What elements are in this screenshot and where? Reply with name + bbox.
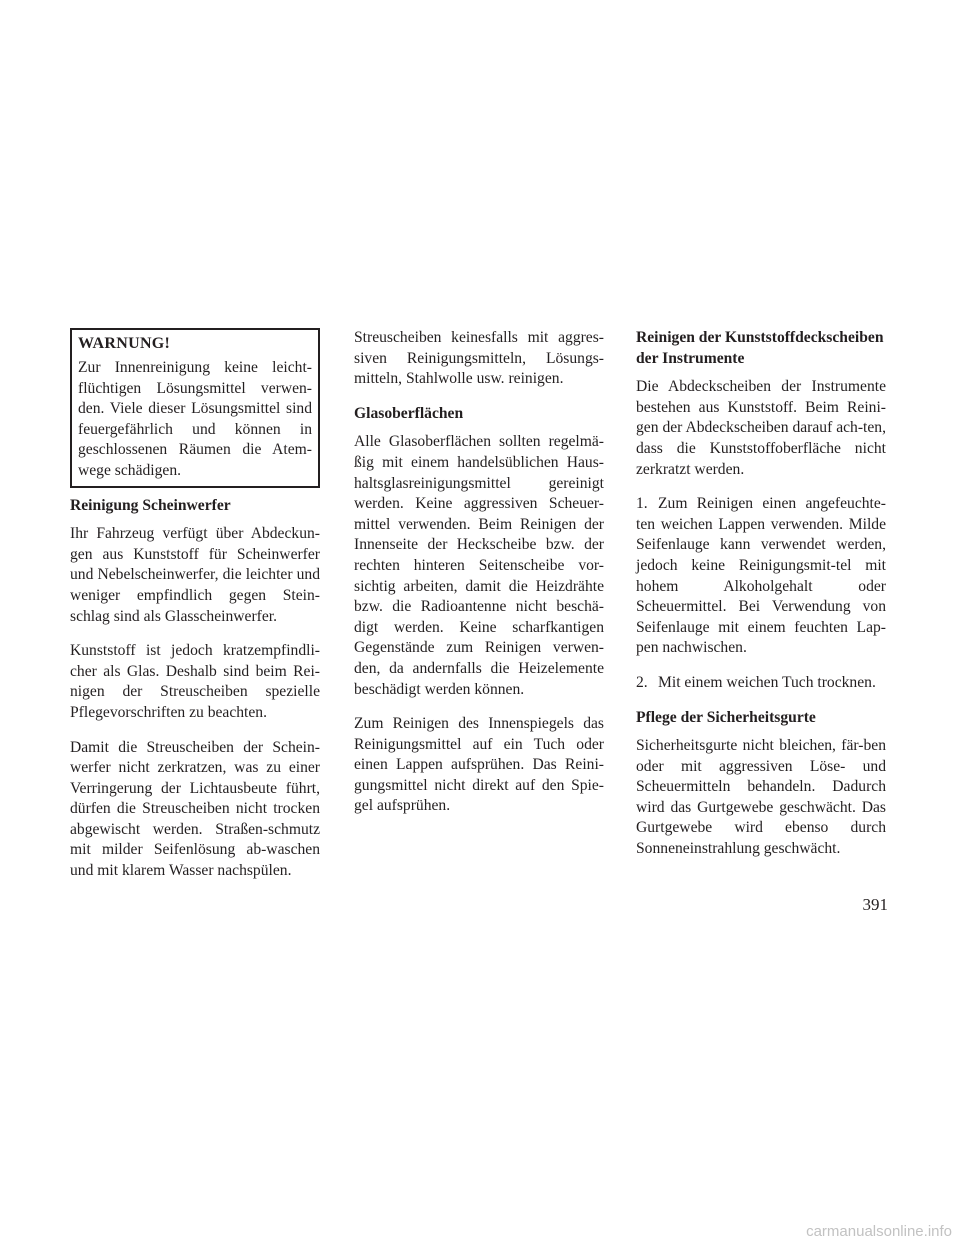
- paragraph: Damit die Streuscheiben der Schein-werfer nicht zerkratzen, was zu einer Verringerung der Lichtausbeute führt, dürfen die Streuscheiben nicht trocken abgewischt werden. Straßen-schmutz mit milder Seifenlösung ab-waschen und mit klarem Wasser nachspülen.: [70, 738, 320, 880]
- step-number: 2.: [636, 673, 648, 691]
- column-2: [354, 328, 604, 831]
- paragraph: Die Abdeckscheiben der Instrumente bestehen aus Kunststoff. Beim Reini-gen der Abdeckscheiben darauf ach-ten, dass die Kunststoffoberfläche nicht zerkratzt werden.: [636, 378, 886, 478]
- warning-title: WARNUNG!: [78, 335, 171, 352]
- section-heading-glass: Glasoberflächen: [354, 404, 464, 422]
- warning-text: Zur Innenreinigung keine leicht-flüchtigen Lösungsmittel verwen-den. Viele dieser Lösungsmittel sind feuergefährlich und können in geschlossenen Räumen die Atem-wege schädigen.: [78, 359, 312, 479]
- paragraph: Ihr Fahrzeug verfügt über Abdeckun-gen aus Kunststoff für Scheinwerfer und Nebelscheinwerfer, die leichter und weniger empfindlich gegen Stein-schlag sind als Glasscheinwerfer.: [70, 525, 320, 625]
- section-heading-headlights: Reinigung Scheinwerfer: [70, 496, 231, 514]
- numbered-step: [636, 494, 886, 659]
- paragraph: Sicherheitsgurte nicht bleichen, fär-ben oder mit aggressiven Löse- und Scheuermitteln behandeln. Dadurch wird das Gurtgewebe geschwächt. Das Gurtgewebe wird ebenso durch Sonneneinstrahlung geschwächt.: [636, 737, 886, 858]
- step-number: 1.: [636, 495, 648, 513]
- paragraph: Kunststoff ist jedoch kratzempfindli-cher als Glas. Deshalb sind beim Rei-nigen der Streuscheiben spezielle Pflegevorschriften zu beachten.: [70, 642, 320, 721]
- step-text: Zum Reinigen einen angefeuchte-ten weichen Lappen verwenden. Milde Seifenlauge kann verwendet werden, jedoch keine Reinigungsmit-tel mit hohem Alkoholgehalt oder Scheuermittel. Bei Verwendung von Seifenlauge mit einem feuchten Lap-pen nachwischen.: [636, 495, 886, 657]
- paragraph: Alle Glasoberflächen sollten regelmä-ßig mit einem handelsüblichen Haus-haltsglasreinigungsmittel gereinigt werden. Keine aggressiven Scheuer-mittel verwenden. Beim Reinigen der Innenseite der Heckscheibe bzw. der rechten hinteren Seitenscheibe vor-sichtig arbeiten, damit die Heizdrähte bzw. die Radioantenne nicht beschä-digt werden. Keine scharfkantigen Gegenstände zum Reinigen verwen-den, da andernfalls die Heizelemente beschädigt werden können.: [354, 433, 604, 698]
- paragraph: Streuscheiben keinesfalls mit aggres-siven Reinigungsmitteln, Lösungs-mitteln, Stahlwolle usw. reinigen.: [354, 329, 604, 388]
- paragraph: Zum Reinigen des Innenspiegels das Reinigungsmittel auf ein Tuch oder einen Lappen aufsprühen. Das Reini-gungsmittel nicht direkt auf den Spie-gel aufsprühen.: [354, 715, 604, 815]
- watermark: carmanualsonline.info: [806, 1223, 952, 1240]
- numbered-step: [636, 673, 886, 694]
- column-3: [636, 328, 886, 874]
- warning-box: [70, 328, 320, 488]
- step-text: Mit einem weichen Tuch trocknen.: [658, 673, 876, 691]
- column-1: [70, 328, 320, 896]
- section-heading-belts: Pflege der Sicherheitsgurte: [636, 708, 816, 726]
- page-number: 391: [862, 895, 888, 914]
- section-heading-instruments: Reinigen der Kunststoffdeckscheiben der Instrumente: [636, 329, 884, 367]
